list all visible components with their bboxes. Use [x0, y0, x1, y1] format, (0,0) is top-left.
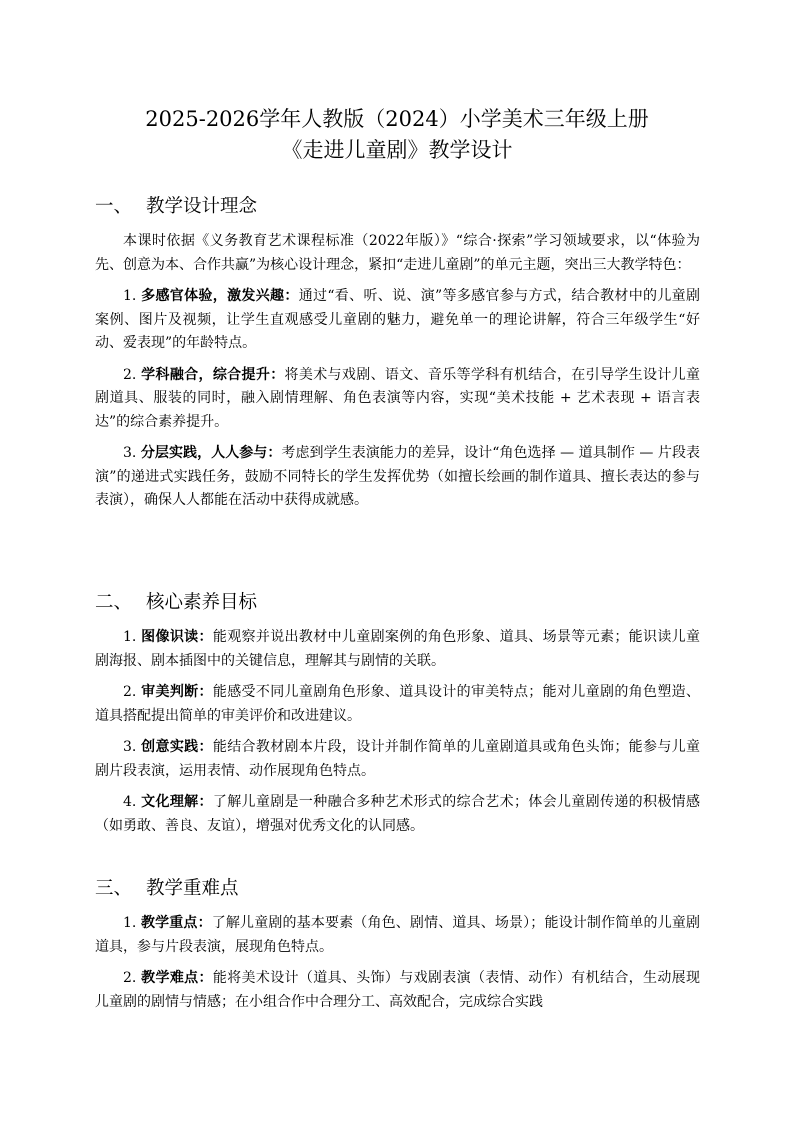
- item-number: 1.: [123, 915, 141, 931]
- list-item: [95, 285, 700, 356]
- section-title: 教学设计理念: [146, 196, 258, 217]
- item-number: 2.: [123, 366, 142, 383]
- section-number: 二、: [95, 592, 133, 613]
- section-heading: [95, 876, 700, 902]
- item-label: 教学重点：: [140, 915, 212, 931]
- item-text: 能结合教材剧本片段，设计并制作简单的儿童剧道具或角色头饰；能参与儿童剧片段表演，运用表情、动作展现角色特点。: [95, 739, 701, 779]
- section-key-difficult-points: [95, 876, 700, 1022]
- section-design-concept: [95, 194, 700, 521]
- section-title: 核心素养目标: [146, 592, 258, 613]
- item-label: 审美判断：: [141, 684, 213, 700]
- list-item: [95, 626, 700, 673]
- list-item: [95, 442, 700, 513]
- item-text: 将美术与戏剧、语文、音乐等学科有机结合，在引导学生设计儿童剧道具、服装的同时，融入剧情理解、角色表演等内容，实现“美术技能 + 艺术表现 + 语言表达”的综合素养提升。: [95, 366, 701, 430]
- section-heading: [95, 194, 700, 220]
- item-label: 分层实践，人人参与：: [140, 445, 282, 461]
- item-label: 文化理解：: [141, 794, 213, 810]
- list-item: [95, 736, 700, 783]
- item-label: 学科融合，综合提升：: [141, 366, 285, 383]
- item-number: 3.: [123, 445, 141, 461]
- item-number: 4.: [123, 794, 142, 810]
- item-number: 3.: [123, 739, 142, 755]
- item-text: 能观察并说出教材中儿童剧案例的角色形象、道具、场景等元素；能识读儿童剧海报、剧本插图中的关键信息，理解其与剧情的关联。: [95, 629, 701, 669]
- document-title-line2: 《走进儿童剧》教学设计: [281, 138, 513, 162]
- title-block: [80, 104, 714, 166]
- item-label: 图像识读：: [141, 629, 213, 645]
- section-core-competency-goals: [95, 590, 700, 846]
- list-item: [95, 681, 700, 728]
- item-text: 考虑到学生表演能力的差异，设计“角色选择 — 道具制作 — 片段表演”的递进式实践任务，鼓励不同特长的学生发挥优势（如擅长绘画的制作道具、擅长表达的参与表演），确保人人都能在活动中获得成就感。: [95, 445, 701, 508]
- list-item: [95, 967, 700, 1014]
- item-text: 了解儿童剧的基本要素（角色、剧情、道具、场景）；能设计制作简单的儿童剧道具，参与片段表演，展现角色特点。: [95, 915, 701, 955]
- item-label: 教学难点：: [141, 970, 213, 986]
- item-number: 1.: [123, 288, 142, 304]
- section-intro: 本课时依据《义务教育艺术课程标准（2022年版）》“综合·探索”学习领域要求，以“体验为先、创意为本、合作共赢”为核心设计理念，紧扣“走进儿童剧”的单元主题，突出三大教学特色：: [95, 233, 700, 273]
- section-heading: [95, 590, 700, 616]
- section-number: 一、: [95, 196, 133, 217]
- item-number: 2.: [123, 970, 142, 986]
- section-title: 教学重难点: [146, 878, 239, 899]
- item-label: 多感官体验，激发兴趣：: [141, 288, 299, 304]
- list-item: [95, 912, 700, 959]
- section-number: 三、: [95, 878, 133, 899]
- document-title-line1: 2025-2026学年人教版（2024）小学美术三年级上册: [145, 107, 649, 131]
- item-text: 了解儿童剧是一种融合多种艺术形式的综合艺术；体会儿童剧传递的积极情感（如勇敢、善良、友谊），增强对优秀文化的认同感。: [95, 794, 701, 834]
- item-label: 创意实践：: [141, 739, 213, 755]
- item-text: 通过“看、听、说、演”等多感官参与方式，结合教材中的儿童剧案例、图片及视频，让学生直观感受儿童剧的魅力，避免单一的理论讲解，符合三年级学生“好动、爱表现”的年龄特点。: [95, 288, 701, 351]
- item-text: 能将美术设计（道具、头饰）与戏剧表演（表情、动作）有机结合，生动展现儿童剧的剧情与情感；在小组合作中合理分工、高效配合，完成综合实践: [95, 970, 701, 1010]
- item-number: 1.: [123, 629, 142, 645]
- list-item: [95, 364, 700, 435]
- item-text: 能感受不同儿童剧角色形象、道具设计的审美特点；能对儿童剧的角色塑造、道具搭配提出简单的审美评价和改进建议。: [95, 684, 701, 724]
- list-item: [95, 791, 700, 838]
- item-number: 2.: [123, 684, 142, 700]
